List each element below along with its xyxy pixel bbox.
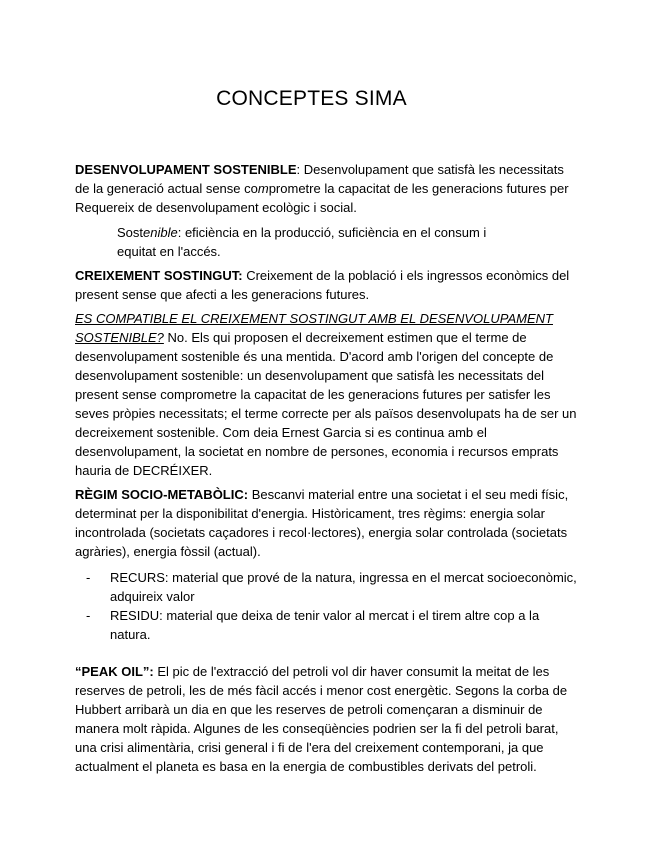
list-item-residu	[86, 606, 581, 644]
list-item-recurs	[86, 568, 581, 606]
body-text-italic: m	[257, 181, 269, 196]
bullet-marker: -	[86, 570, 91, 585]
page-title: CONCEPTES SIMA	[216, 87, 407, 110]
body-text: : eficiència en la producció, suficiència en el consum i	[177, 225, 487, 240]
term-peak-oil: “PEAK OIL”:	[75, 664, 154, 679]
body-text: Creixement de la població i els ingressos econòmics del present sense que afecti a les generacions futures.	[75, 268, 570, 302]
note-sostenible	[117, 223, 581, 261]
body-text-italic: enible	[143, 225, 178, 240]
question-compatibilitat	[75, 309, 581, 480]
question-heading: ES COMPATIBLE EL CREIXEMENT SOSTINGUT AMB EL DESENVOLUPAMENT SOSTENIBLE?	[75, 311, 553, 345]
body-text: Sost	[117, 225, 144, 240]
definition-peak-oil	[75, 662, 581, 776]
definition-regim-socio-metabolic	[75, 485, 581, 561]
bullet-list	[75, 568, 581, 644]
definition-creixement-sostingut	[75, 266, 581, 304]
term-creixement-sostingut: CREIXEMENT SOSTINGUT:	[75, 268, 243, 283]
bullet-marker: -	[86, 608, 91, 623]
body-text: : Desenvolupament que satisfà les necessitats de la generació actual sense co	[75, 162, 564, 196]
body-text: No. Els qui proposen el decreixement estimen que el terme de desenvolupament sostenible és una mentida. D'acord amb l'origen del concepte de desenvolupament sostenible: un desenvolupament que satisfà les necessitats del present sense comprometre la capacitat de les generacions futures per satisfer les seves pròpies necessitats; el terme correcte per als països desenvolupats ha de ser un decreixement sostenible. Com deia Ernest Garcia si es continua amb el desenvolupament, la societat en nombre de persones, economia i recursos emprats hauria de DECRÉIXER.	[75, 330, 577, 478]
body-text: equitat en l'accés.	[117, 244, 221, 259]
body-text: Bescanvi material entre una societat i el seu medi físic, determinat per la disponibilitat d'energia. Històricament, tres règims: energia solar incontrolada (societats caçadores i recol·lectores), energia solar controlada (societats agràries), energia fòssil (actual).	[75, 487, 569, 559]
term-regim-socio-metabolic: RÈGIM SOCIO-METABÒLIC:	[75, 487, 249, 502]
body-text: prometre la capacitat de les generacions futures per Requereix de desenvolupament ecològic i social.	[75, 181, 569, 215]
list-item-text: RESIDU: material que deixa de tenir valor al mercat i el tirem altre cop a la natura.	[110, 608, 540, 642]
body-text: El pic de l'extracció del petroli vol dir haver consumit la meitat de les reserves de petroli, les de més fàcil accés i menor cost energètic. Segons la corba de Hubbert arribarà un dia en que les reserves de petroli començaran a disminuir de manera molt ràpida. Algunes de les conseqüències podrien ser la fi del petroli barat, una crisi alimentària, crisi general i fi de l'era del creixement contemporani, ja que actualment el planeta es basa en la energia de combustibles derivats del petroli.	[75, 664, 568, 774]
definition-desenvolupament-sostenible	[75, 160, 581, 217]
list-item-text: RECURS: material que prové de la natura, ingressa en el mercat socioeconòmic, adquireix valor	[110, 570, 577, 604]
term-desenvolupament-sostenible: DESENVOLUPAMENT SOSTENIBLE	[75, 162, 297, 177]
